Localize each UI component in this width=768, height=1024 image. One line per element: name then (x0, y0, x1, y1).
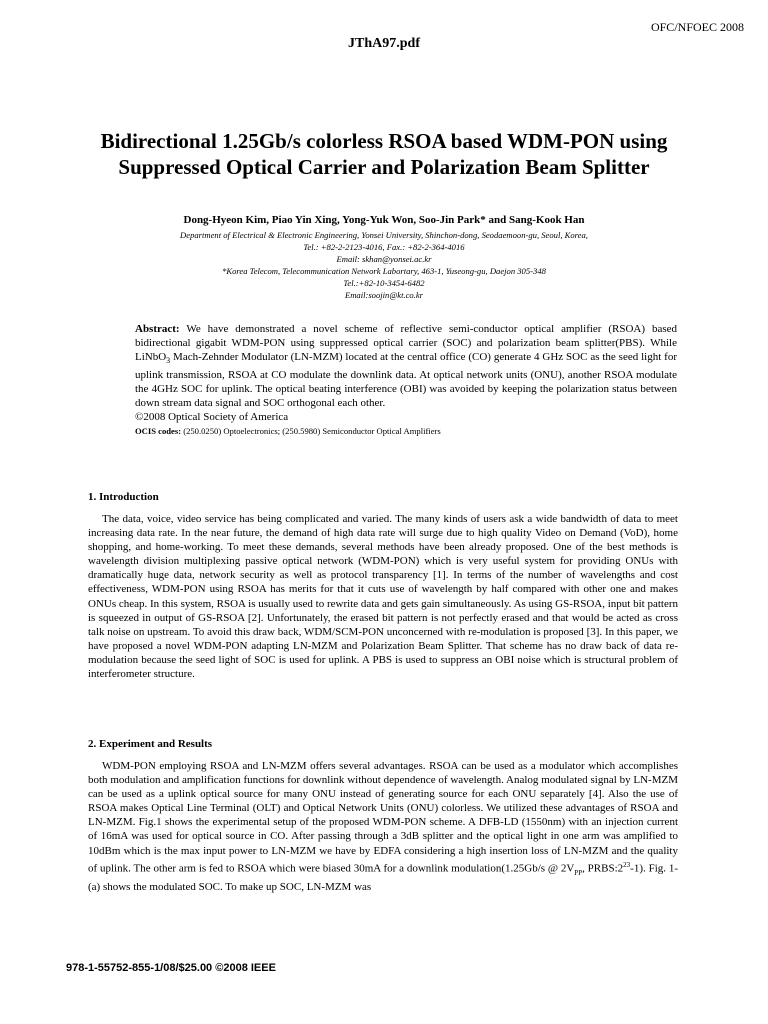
section-heading-introduction: 1. Introduction (88, 491, 159, 503)
affiliation-line: *Korea Telecom, Telecommunication Network Labortary, 463-1, Yuseong-gu, Daejon 305-348 (222, 266, 546, 276)
author-list: Dong-Hyeon Kim, Piao Yin Xing, Yong-Yuk Won, Soo-Jin Park* and Sang-Kook Han (183, 214, 585, 226)
ocis-codes: OCIS codes: (250.0250) Optoelectronics; (250.5980) Semiconductor Optical Amplifiers (135, 426, 441, 437)
affiliation-line: Email:soojin@kt.co.kr (344, 290, 424, 300)
experiment-body: WDM-PON employing RSOA and LN-MZM offers several advantages. RSOA can be used as a modulator which accomplishes both modulation and amplification functions for downlink without dependence of wavelength. Analog modulated signal by LN-MZM can be used as a uplink optical source for many ONU instead of generating source for each ONU separately [4]. Also the use of RSOA makes Optical Line Terminal (OLT) and Optical Network Units (ONU) colorless. We utilized these advantages of RSOA and LN-MZM. Fig.1 shows the experimental setup of the proposed WDM-PON scheme. A DFB-LD (1550nm) with an injection current of 16mA was used for optical source in CO. After passing through a 3dB splitter and the optical light in one arm was amplified to 10dBm which is the max input power to LN-MZM we have by EDFA considering a high insertion loss of LN-MZM and the quality of uplink. The other arm is fed to RSOA which were biased 30mA for a downlink modulation(1.25Gb/s @ $2V_{PP}$, $PRBS:2^{23}-1$). Fig. 1-(a) shows the modulated SOC. To make up SOC, LN-MZM was (88, 760, 678, 893)
introduction-body: The data, voice, video service has being complicated and varied. The many kinds of users ask a wide bandwidth of data to meet increasing data rate. In the near future, the demand of high data rate will surge due to high quality Video on Demand (VoD), home shopping, and home-working. To meet these demands, several methods have been already proposed. One of the best methods is wavelength division multiplexing passive optical network (WDM-PON) which is very useful system for providing ONUs with dramatically huge data, network security as well as protocol transparency [1]. In terms of the number of wavelengths and cost effectiveness, WDM-PON using RSOA has merits for that it cuts use of wavelength by half compared with other one and makes ONUs cheap. In this system, RSOA is usually used to rewrite data and gets gain simultaneously. As using GS-RSOA, input bit pattern is squeezed in output of GS-RSOA [2]. Unfortunately, the erased bit pattern is not perfectly erased and that would be acted as cross talk noise on upstream. To avoid this draw back, WDM/SCM-PON unconcerned with re-modulation is proposed [3]. In this paper, we have proposed a novel WDM-PON adapting LN-MZM and Polarization Beam Splitter. That scheme has no draw back of data re-modulation because the seed light of SOC is used for uplink. A PBS is used to suppress an OBI noise which is structural problem of interferometer structure. (88, 513, 678, 681)
copyright-footer: 978-1-55752-855-1/08/$25.00 ©2008 IEEE (66, 962, 276, 974)
affiliation-line: Tel.: +82-2-2123-4016, Fax.: +82-2-364-4016 (303, 242, 465, 252)
file-name: JThA97.pdf (348, 36, 420, 51)
section-heading-experiment: 2. Experiment and Results (88, 738, 213, 750)
copyright-notice: ©2008 Optical Society of America (135, 411, 289, 424)
affiliation-line: Department of Electrical & Electronic Engineering, Yonsei University, Shinchon-dong, Seodaemoon-gu, Seoul, Korea, (180, 230, 588, 240)
affiliations (60, 229, 708, 301)
abstract-body: Abstract: We have demonstrated a novel scheme of reflective semi-conductor optical amplifier (RSOA) based bidirectional gigabit WDM-PON using suppressed optical carrier (SOC) and polarization beam splitter(PBS). While LiNbO$_3$ Mach-Zehnder Modulator (LN-MZM) located at the central office (CO) generate 4 GHz SOC as the seed light for uplink transmission, RSOA at CO modulate the downlink data. At optical network units (ONU), another RSOA modulate the 4GHz SOC for uplink. The optical beating interference (OBI) was avoided by keeping the polarization status between down stream data signal and SOC orthogonal each other. (135, 323, 677, 410)
abstract-label: Abstract: (135, 323, 180, 335)
conference-label: OFC/NFOEC 2008 (650, 20, 744, 34)
abstract (135, 322, 677, 438)
paper-title: Bidirectional 1.25Gb/s colorless RSOA based WDM-PON using Suppressed Optical Carrier and Polarization Beam Splitter (100, 129, 668, 179)
affiliation-line: Tel.:+82-10-3454-6482 (343, 278, 425, 288)
affiliation-line: Email: skhan@yonsei.ac.kr (336, 254, 432, 264)
